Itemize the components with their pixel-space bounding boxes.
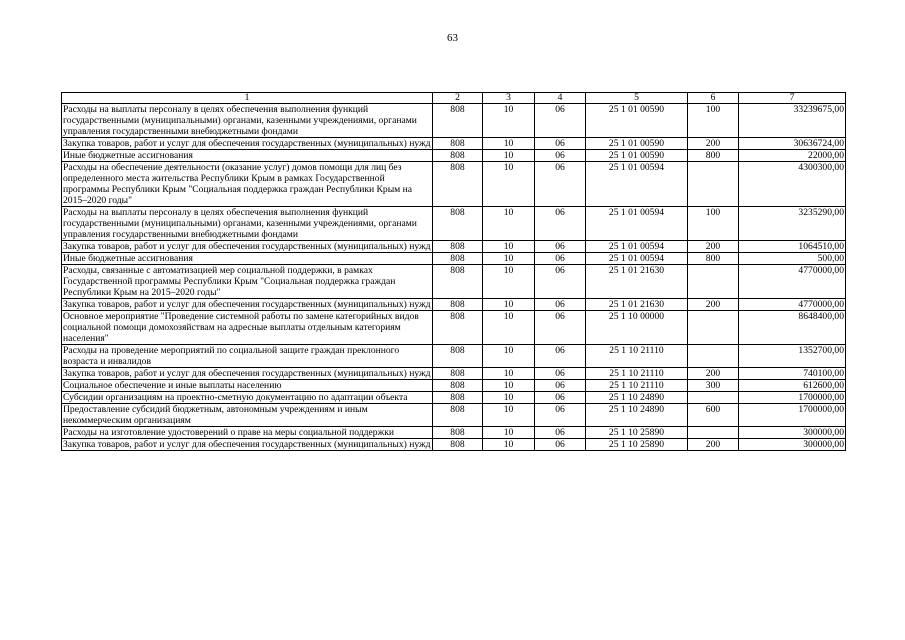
- row-subsection-code: 06: [535, 380, 586, 392]
- row-section-code: 10: [483, 265, 535, 299]
- row-expense-type: 100: [688, 207, 739, 241]
- row-amount: 612600,00: [739, 380, 846, 392]
- row-expense-type: 300: [688, 380, 739, 392]
- row-subsection-code: 06: [535, 241, 586, 253]
- row-name: Социальное обеспечение и иные выплаты населению: [62, 380, 433, 392]
- row-subsection-code: 06: [535, 299, 586, 311]
- row-section-code: 10: [483, 253, 535, 265]
- column-header: 7: [739, 93, 846, 104]
- row-section-code: 10: [483, 427, 535, 439]
- row-expense-type: 100: [688, 104, 739, 138]
- row-expense-type: [688, 345, 739, 368]
- row-grbs-code: 808: [433, 392, 483, 404]
- row-grbs-code: 808: [433, 162, 483, 207]
- row-section-code: 10: [483, 392, 535, 404]
- row-target-article: 25 1 10 21110: [586, 368, 688, 380]
- row-expense-type: 600: [688, 404, 739, 427]
- row-expense-type: 200: [688, 241, 739, 253]
- row-section-code: 10: [483, 138, 535, 150]
- row-grbs-code: 808: [433, 439, 483, 451]
- row-target-article: 25 1 10 25890: [586, 427, 688, 439]
- row-amount: 4770000,00: [739, 265, 846, 299]
- row-target-article: 25 1 10 21110: [586, 380, 688, 392]
- table-row: [62, 104, 846, 138]
- row-expense-type: [688, 392, 739, 404]
- table-row: [62, 265, 846, 299]
- row-amount: 740100,00: [739, 368, 846, 380]
- row-subsection-code: 06: [535, 207, 586, 241]
- row-name: Закупка товаров, работ и услуг для обеспечения государственных (муниципальных) нужд: [63, 368, 431, 379]
- table-row: [62, 138, 846, 150]
- row-name: Расходы на проведение мероприятий по социальной защите граждан преклонного возраста и инвалидов: [62, 345, 433, 368]
- row-expense-type: [688, 311, 739, 345]
- header-row: [62, 93, 846, 104]
- row-target-article: 25 1 10 25890: [586, 439, 688, 451]
- row-amount: 1700000,00: [739, 392, 846, 404]
- column-header: 1: [62, 93, 433, 104]
- table-row: [62, 150, 846, 162]
- budget-table: [61, 92, 846, 451]
- row-expense-type: [688, 265, 739, 299]
- row-section-code: 10: [483, 150, 535, 162]
- row-grbs-code: 808: [433, 138, 483, 150]
- table-row: [62, 162, 846, 207]
- row-name: Основное мероприятие "Проведение системной работы по замене категорийных видов социальной помощи домохозяйствам на адресные выплаты отдельным категориям населения": [62, 311, 433, 345]
- row-subsection-code: 06: [535, 253, 586, 265]
- row-section-code: 10: [483, 368, 535, 380]
- row-grbs-code: 808: [433, 299, 483, 311]
- row-amount: 3235290,00: [739, 207, 846, 241]
- row-target-article: 25 1 01 21630: [586, 265, 688, 299]
- row-target-article: 25 1 01 21630: [586, 299, 688, 311]
- row-grbs-code: 808: [433, 104, 483, 138]
- row-amount: 1700000,00: [739, 404, 846, 427]
- row-name: Расходы на выплаты персоналу в целях обеспечения выполнения функций государственными (муниципальными) органами, казенными учреждениями, органами управления государственными внебюджетными фондами: [62, 207, 433, 241]
- row-grbs-code: 808: [433, 404, 483, 427]
- row-expense-type: 200: [688, 439, 739, 451]
- table-row: [62, 253, 846, 265]
- row-grbs-code: 808: [433, 253, 483, 265]
- row-expense-type: 800: [688, 253, 739, 265]
- row-subsection-code: 06: [535, 404, 586, 427]
- row-section-code: 10: [483, 104, 535, 138]
- row-name: Закупка товаров, работ и услуг для обеспечения государственных (муниципальных) нужд: [63, 439, 431, 450]
- row-name: Предоставление субсидий бюджетным, автономным учреждениям и иным некоммерческим организациям: [62, 404, 433, 427]
- row-amount: 300000,00: [739, 427, 846, 439]
- table-row: [62, 345, 846, 368]
- row-target-article: 25 1 10 00000: [586, 311, 688, 345]
- row-amount: 33239675,00: [739, 104, 846, 138]
- row-expense-type: 800: [688, 150, 739, 162]
- row-expense-type: [688, 162, 739, 207]
- row-name: Расходы на изготовление удостоверений о праве на меры социальной поддержки: [62, 427, 433, 439]
- row-amount: 1064510,00: [739, 241, 846, 253]
- row-target-article: 25 1 10 24890: [586, 392, 688, 404]
- row-amount: 4300300,00: [739, 162, 846, 207]
- row-section-code: 10: [483, 241, 535, 253]
- row-name: Иные бюджетные ассигнования: [62, 150, 433, 162]
- row-section-code: 10: [483, 345, 535, 368]
- row-grbs-code: 808: [433, 427, 483, 439]
- row-grbs-code: 808: [433, 311, 483, 345]
- row-target-article: 25 1 01 00590: [586, 138, 688, 150]
- row-subsection-code: 06: [535, 162, 586, 207]
- row-section-code: 10: [483, 439, 535, 451]
- row-section-code: 10: [483, 311, 535, 345]
- column-header: 5: [586, 93, 688, 104]
- row-name: Закупка товаров, работ и услуг для обеспечения государственных (муниципальных) нужд: [63, 241, 431, 252]
- table-row: [62, 299, 846, 311]
- row-target-article: 25 1 01 00594: [586, 207, 688, 241]
- row-name: Иные бюджетные ассигнования: [62, 253, 433, 265]
- row-grbs-code: 808: [433, 150, 483, 162]
- table-row: [62, 380, 846, 392]
- row-subsection-code: 06: [535, 439, 586, 451]
- row-name: Расходы, связанные с автоматизацией мер социальной поддержки, в рамках Государственной программы Республики Крым "Социальная поддержка граждан Республики Крым на 2015–2020 годы": [62, 265, 433, 299]
- row-amount: 22000,00: [739, 150, 846, 162]
- row-section-code: 10: [483, 380, 535, 392]
- row-amount: 500,00: [739, 253, 846, 265]
- row-subsection-code: 06: [535, 345, 586, 368]
- row-name: Закупка товаров, работ и услуг для обеспечения государственных (муниципальных) нужд: [63, 138, 431, 149]
- table-row: [62, 241, 846, 253]
- row-subsection-code: 06: [535, 427, 586, 439]
- row-expense-type: [688, 427, 739, 439]
- row-target-article: 25 1 01 00594: [586, 162, 688, 207]
- row-grbs-code: 808: [433, 380, 483, 392]
- row-amount: 30636724,00: [739, 138, 846, 150]
- table-row: [62, 404, 846, 427]
- row-section-code: 10: [483, 299, 535, 311]
- column-header: 6: [688, 93, 739, 104]
- row-amount: 8648400,00: [739, 311, 846, 345]
- row-subsection-code: 06: [535, 104, 586, 138]
- row-target-article: 25 1 01 00590: [586, 150, 688, 162]
- row-subsection-code: 06: [535, 311, 586, 345]
- row-grbs-code: 808: [433, 345, 483, 368]
- row-amount: 300000,00: [739, 439, 846, 451]
- row-expense-type: 200: [688, 368, 739, 380]
- row-subsection-code: 06: [535, 138, 586, 150]
- table-row: [62, 311, 846, 345]
- row-name: Расходы на обеспечение деятельности (оказание услуг) домов помощи для лиц без определенного места жительства Республики Крым в рамках Государственной программы Республики Крым "Социальная поддержка граждан Республики Крым на 2015–2020 годы": [62, 162, 433, 207]
- table-row: [62, 368, 846, 380]
- row-amount: 4770000,00: [739, 299, 846, 311]
- row-section-code: 10: [483, 207, 535, 241]
- row-expense-type: 200: [688, 299, 739, 311]
- table-row: [62, 427, 846, 439]
- row-amount: 1352700,00: [739, 345, 846, 368]
- row-grbs-code: 808: [433, 265, 483, 299]
- page-number: 63: [447, 32, 458, 44]
- row-name: Закупка товаров, работ и услуг для обеспечения государственных (муниципальных) нужд: [63, 299, 431, 310]
- column-header: 3: [483, 93, 535, 104]
- row-grbs-code: 808: [433, 368, 483, 380]
- row-target-article: 25 1 01 00594: [586, 241, 688, 253]
- row-subsection-code: 06: [535, 265, 586, 299]
- table-row: [62, 392, 846, 404]
- row-grbs-code: 808: [433, 241, 483, 253]
- row-target-article: 25 1 01 00590: [586, 104, 688, 138]
- row-subsection-code: 06: [535, 368, 586, 380]
- table-row: [62, 439, 846, 451]
- row-expense-type: 200: [688, 138, 739, 150]
- row-target-article: 25 1 01 00594: [586, 253, 688, 265]
- row-subsection-code: 06: [535, 392, 586, 404]
- column-header: 2: [433, 93, 483, 104]
- row-section-code: 10: [483, 404, 535, 427]
- row-section-code: 10: [483, 162, 535, 207]
- row-target-article: 25 1 10 21110: [586, 345, 688, 368]
- column-header: 4: [535, 93, 586, 104]
- row-grbs-code: 808: [433, 207, 483, 241]
- row-target-article: 25 1 10 24890: [586, 404, 688, 427]
- row-name: Субсидии организациям на проектно-сметную документацию по адаптации объекта: [62, 392, 433, 404]
- row-name: Расходы на выплаты персоналу в целях обеспечения выполнения функций государственными (муниципальными) органами, казенными учреждениями, органами управления государственными внебюджетными фондами: [62, 104, 433, 138]
- table-row: [62, 207, 846, 241]
- row-subsection-code: 06: [535, 150, 586, 162]
